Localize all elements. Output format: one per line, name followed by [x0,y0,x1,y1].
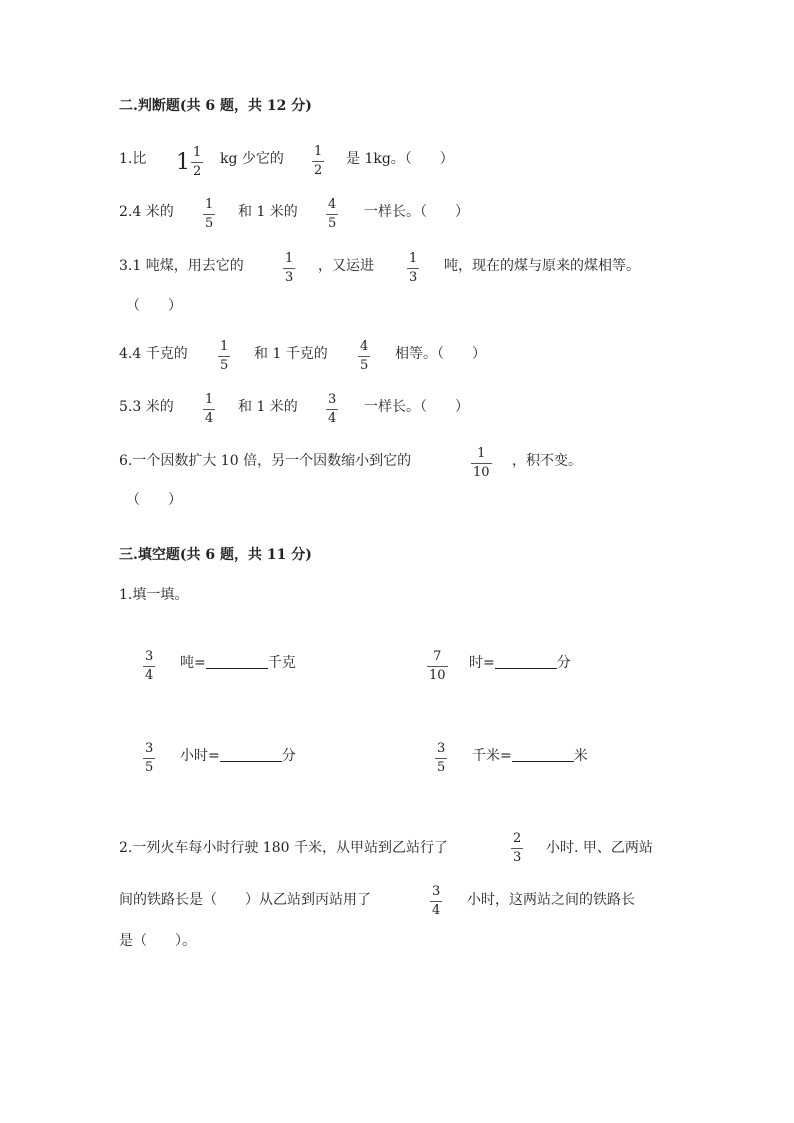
denominator: 5 [220,358,229,373]
numerator: 3 [328,392,337,407]
fill-pre: 吨= [180,655,206,671]
q3-2-text-e: 是（ ）。 [119,933,196,949]
denominator: 3 [409,270,418,285]
q3-2-text-a: 2.一列火车每小时行驶 180 千米，从甲站到乙站行了 [119,840,448,856]
q3-2-text-b: 小时. 甲、乙两站 [546,840,653,856]
numerator: 2 [513,831,522,846]
q2-2-text-c: 一样长。（ ） [364,204,469,220]
denominator: 3 [513,850,522,865]
q2-6-answer: （ ） [126,492,182,508]
answer-blank[interactable] [495,654,557,669]
q2-6-text-a: 6.一个因数扩大 10 倍，另一个因数缩小到它的 [119,453,412,469]
q2-3-text-c: 吨，现在的煤与原来的煤相等。 [444,258,640,274]
q2-4-text-c: 相等。（ ） [395,346,486,362]
denominator: 4 [432,903,441,918]
section-3-title: 三.填空题(共 6 题，共 11 分) [119,547,312,563]
numerator: 1 [409,251,418,266]
fraction [203,393,215,426]
fill-post: 分 [281,748,296,764]
section-2-title: 二.判断题(共 6 题，共 12 分) [119,98,312,114]
denominator: 5 [437,760,446,775]
q2-2-text-a: 2.4 米的 [119,204,174,220]
numerator: 3 [145,741,154,756]
denominator: 2 [314,163,323,178]
fraction [511,832,523,865]
mixed-denominator: 2 [193,164,202,179]
numerator: 1 [314,144,323,159]
q2-1-text-a: 1.比 [119,151,147,167]
mixed-fraction [176,146,203,179]
fill-item-1 [180,653,296,673]
fill-pre: 时= [469,655,495,671]
fill-item-2 [469,653,571,673]
q2-1-text-c: 是 1kg。（ ） [346,151,454,167]
mixed-whole: 1 [176,149,190,175]
denominator: 4 [145,668,154,683]
q3-2-text-c: 间的铁路长是（ ）从乙站到丙站用了 [119,892,371,908]
q2-5-text-c: 一样长。（ ） [364,399,469,415]
denominator: 5 [145,760,154,775]
q2-3-answer: （ ） [126,298,182,314]
denominator: 3 [285,270,294,285]
denominator: 10 [473,465,490,480]
numerator: 7 [433,649,442,664]
fill-pre: 小时= [180,748,220,764]
q3-2-text-d: 小时，这两站之间的铁路长 [467,892,635,908]
numerator: 3 [432,884,441,899]
q2-2-text-b: 和 1 米的 [238,204,298,220]
fill-post: 米 [573,748,588,764]
numerator: 3 [145,649,154,664]
numerator: 4 [360,339,369,354]
q2-4-text-b: 和 1 千克的 [254,346,328,362]
fraction [435,742,447,775]
mixed-numerator: 1 [193,145,202,160]
numerator: 4 [328,197,337,212]
denominator: 5 [360,358,369,373]
q2-5-text-a: 5.3 米的 [119,399,174,415]
answer-blank[interactable] [206,654,268,669]
q2-5-text-b: 和 1 米的 [238,399,298,415]
fraction [203,198,215,231]
fraction [407,252,419,285]
fraction [326,198,338,231]
answer-blank[interactable] [512,747,574,762]
fraction [283,252,295,285]
numerator: 3 [437,741,446,756]
fraction [427,650,448,683]
numerator: 1 [205,197,214,212]
fraction [430,885,442,918]
numerator: 1 [285,251,294,266]
denominator: 4 [328,411,337,426]
q2-4-text-a: 4.4 千克的 [119,346,188,362]
answer-blank[interactable] [220,747,282,762]
denominator: 5 [205,216,214,231]
fraction [143,742,155,775]
denominator: 4 [205,411,214,426]
numerator: 1 [205,392,214,407]
fill-post: 千克 [267,655,296,671]
fill-item-3 [180,746,296,766]
q2-3-text-a: 3.1 吨煤，用去它的 [119,258,244,274]
fraction [312,145,324,178]
fraction [471,447,492,480]
fraction [358,340,370,373]
q2-3-text-b: ，又运进 [318,258,374,274]
q2-6-text-b: ，积不变。 [512,453,582,469]
q2-1-text-b: kg 少它的 [220,151,284,167]
denominator: 10 [429,668,446,683]
fraction [326,393,338,426]
fill-pre: 千米= [472,748,512,764]
q3-1-text: 1.填一填。 [119,587,189,603]
fill-post: 分 [556,655,571,671]
fraction [218,340,230,373]
denominator: 5 [328,216,337,231]
numerator: 1 [477,446,486,461]
numerator: 1 [220,339,229,354]
fill-item-4 [472,746,588,766]
fraction [143,650,155,683]
